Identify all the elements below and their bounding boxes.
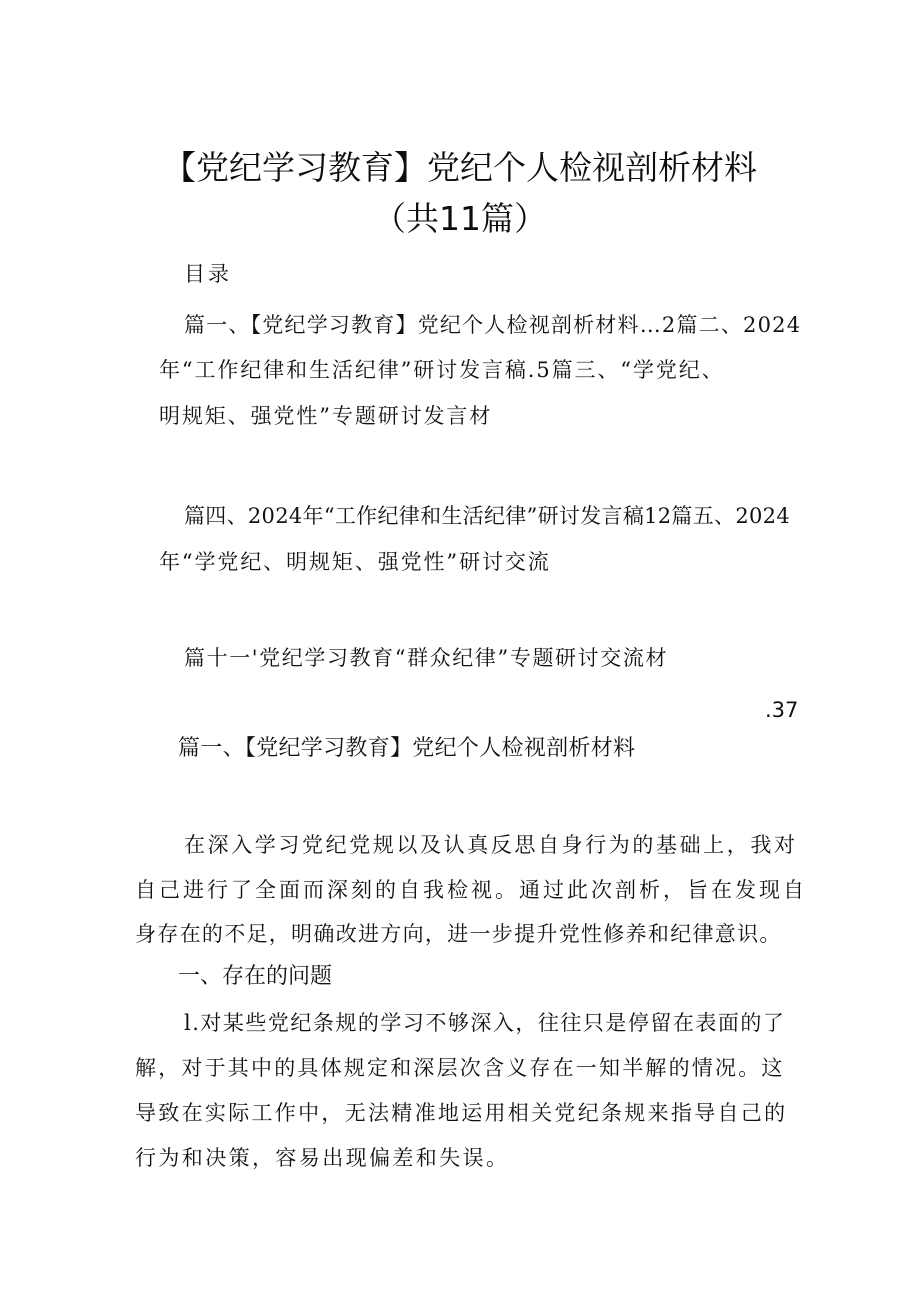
toc-line: 篇十一'党纪学习教育“群众纪律”专题研讨交流材 (184, 646, 669, 670)
paragraph-line: 身存在的不足，明确改进方向，进一步提升党性修养和纪律意识。 (135, 922, 782, 946)
paragraph-line: 自己进行了全面而深刻的自我检视。通过此次剖析，旨在发现自 (135, 878, 807, 902)
toc-line: 明规矩、强党性”专题研讨发言材 (159, 404, 493, 428)
section-heading: 篇一、【党纪学习教育】党纪个人检视剖析材料 (178, 736, 636, 761)
toc-line: 年“学党纪、明规矩、强党性”研讨交流 (159, 550, 551, 574)
document-title-line-2: （共11篇） (373, 199, 547, 238)
toc-heading: 目录 (184, 262, 232, 286)
paragraph-line: 导致在实际工作中，无法精准地运用相关党纪条规来指导自己的 (135, 1101, 788, 1125)
paragraph-line: 行为和决策，容易出现偏差和失误。 (135, 1146, 510, 1170)
paragraph-line: 在深入学习党纪党规以及认真反思自身行为的基础上，我对 (184, 833, 798, 857)
toc-line: 篇四、2024年“工作纪律和生活纪律”研讨发言稿12篇五、2024 (184, 504, 790, 528)
toc-line: 篇一、【党纪学习教育】党纪个人检视剖析材料…2篇二、2024 (184, 313, 802, 337)
toc-page-number: .37 (765, 698, 799, 722)
paragraph-line: l.对某些党纪条规的学习不够深入，往往只是停留在表面的了 (184, 1011, 786, 1035)
paragraph-line: 解，对于其中的具体规定和深层次含义存在一知半解的情况。这 (135, 1056, 785, 1080)
subsection-heading: 一、存在的问题 (178, 964, 333, 989)
document-title-line-1: 【党纪学习教育】党纪个人检视剖析材料 (163, 148, 757, 187)
toc-line: 年“工作纪律和生活纪律”研讨发言稿.5篇三、“学党纪、 (159, 358, 725, 382)
